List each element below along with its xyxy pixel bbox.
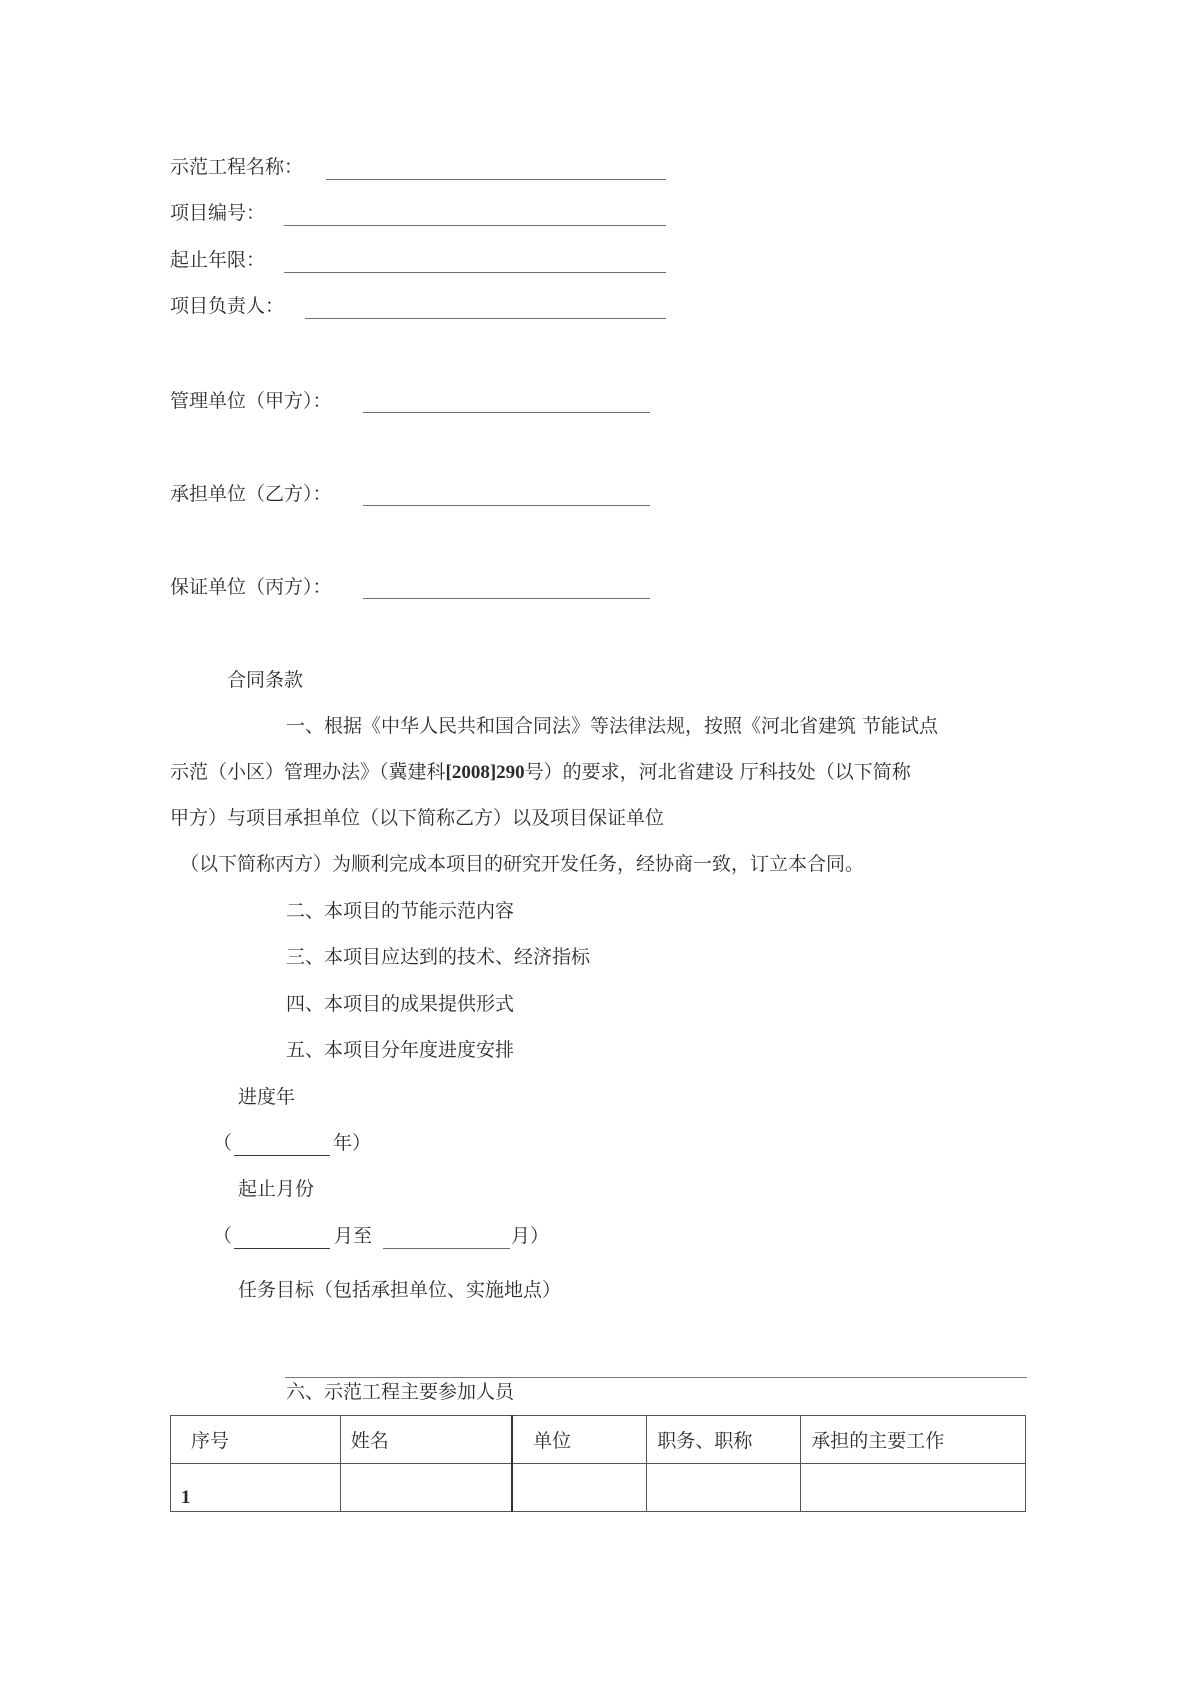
party-c-label: 保证单位（丙方）：: [170, 576, 332, 598]
month-to-input[interactable]: [383, 1248, 510, 1249]
progress-year-label: 进度年: [238, 1086, 296, 1108]
header-cell-unit: 单位: [512, 1416, 647, 1464]
party-b-input[interactable]: [363, 505, 650, 506]
header-cell-seq: 序号: [171, 1416, 341, 1464]
year-open-paren: （: [213, 1132, 233, 1154]
table-row: [171, 1464, 1026, 1512]
month-mid: 月至: [334, 1225, 373, 1247]
year-input[interactable]: [234, 1155, 330, 1156]
project-leader-input[interactable]: [305, 318, 666, 319]
clause-3: 三、本项目应达到的技术、经济指标: [286, 946, 591, 968]
participants-table: [170, 1415, 1026, 1512]
cell-work[interactable]: [801, 1464, 1026, 1512]
months-label: 起止月份: [238, 1178, 315, 1200]
month-from-input[interactable]: [234, 1248, 330, 1249]
clause-6: 六、示范工程主要参加人员: [286, 1381, 515, 1403]
months-open-paren: （: [213, 1225, 233, 1247]
duration-input[interactable]: [284, 272, 666, 273]
party-c-input[interactable]: [363, 598, 650, 599]
party-a-input[interactable]: [363, 412, 650, 413]
cell-name[interactable]: [340, 1464, 512, 1512]
project-number-input[interactable]: [284, 225, 666, 226]
section-divider: [285, 1377, 1027, 1378]
project-name-input[interactable]: [326, 179, 666, 180]
cell-seq[interactable]: 1: [171, 1464, 341, 1512]
cell-title[interactable]: [647, 1464, 801, 1512]
clause-5: 五、本项目分年度进度安排: [286, 1039, 515, 1061]
clause-1-line-3: 甲方）与项目承担单位（以下简称乙方）以及项目保证单位: [170, 807, 665, 829]
project-number-label: 项目编号：: [170, 202, 266, 224]
clause-1-text-a: 示范（小区）管理办法》（冀建科: [170, 761, 446, 783]
clause-1-line-4: （以下简称丙方）为顺利完成本项目的研究开发任务，经协商一致，订立本合同。: [180, 853, 865, 875]
year-suffix: 年）: [333, 1132, 372, 1154]
table-header-row: [171, 1416, 1026, 1464]
project-leader-label: 项目负责人：: [170, 295, 285, 317]
contract-heading: 合同条款: [227, 669, 304, 691]
header-cell-title: 职务、职称: [647, 1416, 801, 1464]
month-suffix: 月）: [511, 1225, 550, 1247]
clause-4: 四、本项目的成果提供形式: [286, 993, 515, 1015]
party-a-label: 管理单位（甲方）：: [170, 390, 332, 412]
header-cell-name: 姓名: [340, 1416, 512, 1464]
clause-1-line-2: [170, 760, 911, 785]
duration-label: 起止年限：: [170, 249, 266, 271]
header-cell-work: 承担的主要工作: [801, 1416, 1026, 1464]
document-number: [2008]290: [445, 762, 525, 783]
project-name-label: 示范工程名称：: [170, 156, 304, 178]
clause-2: 二、本项目的节能示范内容: [286, 900, 515, 922]
party-b-label: 承担单位（乙方）：: [170, 483, 332, 505]
clause-1-text-b: 号）的要求，河北省建设 厅科技处（以下简称: [524, 761, 911, 783]
cell-unit[interactable]: [512, 1464, 647, 1512]
clause-1-line-1: 一、根据《中华人民共和国合同法》等法律法规，按照《河北省建筑 节能试点: [286, 715, 939, 737]
task-goal-label: 任务目标（包括承担单位、实施地点）: [238, 1279, 562, 1301]
